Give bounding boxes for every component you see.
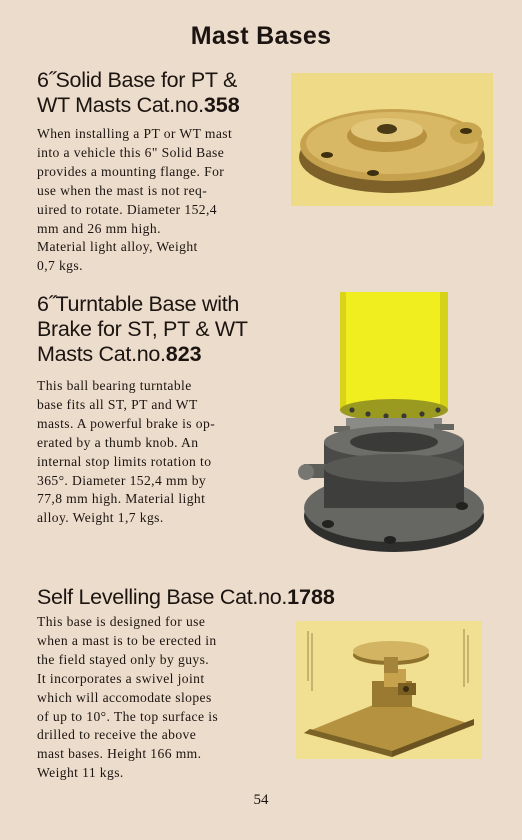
turntable-base-photo — [294, 292, 488, 562]
heading-line: Masts Cat.no.823 — [37, 342, 202, 366]
page-number: 54 — [253, 792, 269, 808]
heading-line: WT Masts Cat.no.358 — [37, 93, 240, 117]
solid-base-photo — [291, 73, 493, 206]
heading-line: Self Levelling Base Cat.no.1788 — [37, 585, 335, 609]
catalog-number: 358 — [203, 93, 240, 117]
section-heading-823 — [37, 292, 248, 367]
section-heading-358 — [37, 68, 240, 118]
page-title: Mast Bases — [190, 22, 332, 50]
section-body-823: This ball bearing turntable base fits all ST, PT and WT masts. A powerful brake is op- erated by a thumb knob. An internal stop limits rotation to 365°. Diameter 152,4 mm by 77,8 mm high. Material light alloy. Weight 1,7 kgs. — [37, 378, 216, 526]
section-heading-1788 — [37, 585, 335, 610]
heading-line: Brake for ST, PT & WT — [37, 317, 248, 341]
heading-line: 6˝Solid Base for PT & — [37, 68, 238, 92]
catalog-number: 823 — [165, 342, 202, 366]
catalog-number: 1788 — [287, 585, 335, 609]
self-levelling-base-photo — [296, 621, 482, 759]
section-body-1788: This base is designed for use when a mast is to be erected in the field stayed only by guys. It incorporates a swivel joint which will accomodate slopes of up to 10°. The top surface is drilled to receive the above mast bases. Height 166 mm. Weight 11 kgs. — [37, 614, 219, 781]
heading-line: 6˝Turntable Base with — [37, 292, 240, 316]
section-body-358: When installing a PT or WT mast into a vehicle this 6" Solid Base provides a mounting flange. For use when the mast is not req- uired to rotate. Diameter 152,4 mm and 26 mm high. Material light alloy, Weight 0,7 kgs. — [37, 126, 233, 274]
